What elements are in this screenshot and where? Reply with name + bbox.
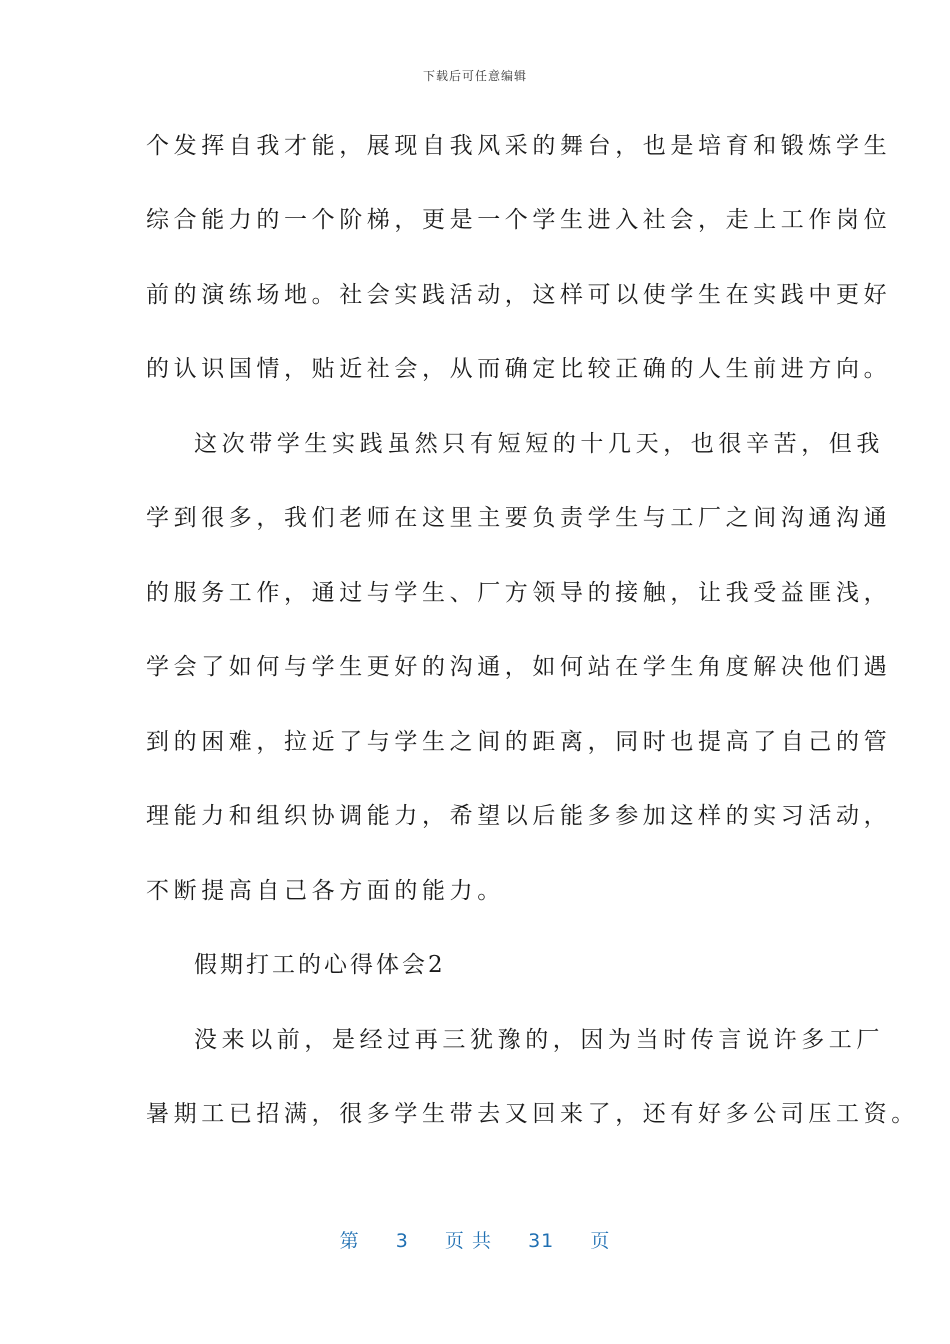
page-label-prefix: 第 (339, 1230, 360, 1252)
text-line: 学会了如何与学生更好的沟通，如何站在学生角度解决他们遇 (146, 654, 892, 680)
text-line: 的认识国情，贴近社会，从而确定比较正确的人生前进方向。 (146, 356, 892, 382)
section-heading: 假期打工的心得体会2 (194, 952, 446, 978)
text-line: 学到很多，我们老师在这里主要负责学生与工厂之间沟通沟通 (146, 505, 892, 531)
text-line: 前的演练场地。社会实践活动，这样可以使学生在实践中更好 (146, 282, 892, 308)
page-footer (0, 1226, 950, 1253)
text-line: 到的困难，拉近了与学生之间的距离，同时也提高了自己的管 (146, 729, 892, 755)
page-label-middle: 页 共 (444, 1230, 492, 1252)
text-line: 的服务工作，通过与学生、厂方领导的接触，让我受益匪浅， (146, 580, 892, 606)
text-line: 综合能力的一个阶梯，更是一个学生进入社会，走上工作岗位 (146, 207, 892, 233)
text-line: 暑期工已招满，很多学生带去又回来了，还有好多公司压工资。 (146, 1101, 919, 1127)
text-line: 个发挥自我才能，展现自我风采的舞台，也是培育和锻炼学生 (146, 133, 892, 159)
download-note: 下载后可任意编辑 (422, 69, 527, 83)
text-line: 理能力和组织协调能力，希望以后能多参加这样的实习活动， (146, 803, 892, 829)
total-pages-number: 31 (528, 1230, 555, 1252)
page-label-suffix: 页 (590, 1230, 611, 1252)
current-page-number: 3 (395, 1230, 409, 1252)
paragraph-start-line: 这次带学生实践虽然只有短短的十几天，也很辛苦，但我 (194, 431, 884, 457)
text-line: 不断提高自己各方面的能力。 (146, 878, 505, 904)
paragraph-start-line: 没来以前，是经过再三犹豫的，因为当时传言说许多工厂 (194, 1027, 884, 1053)
